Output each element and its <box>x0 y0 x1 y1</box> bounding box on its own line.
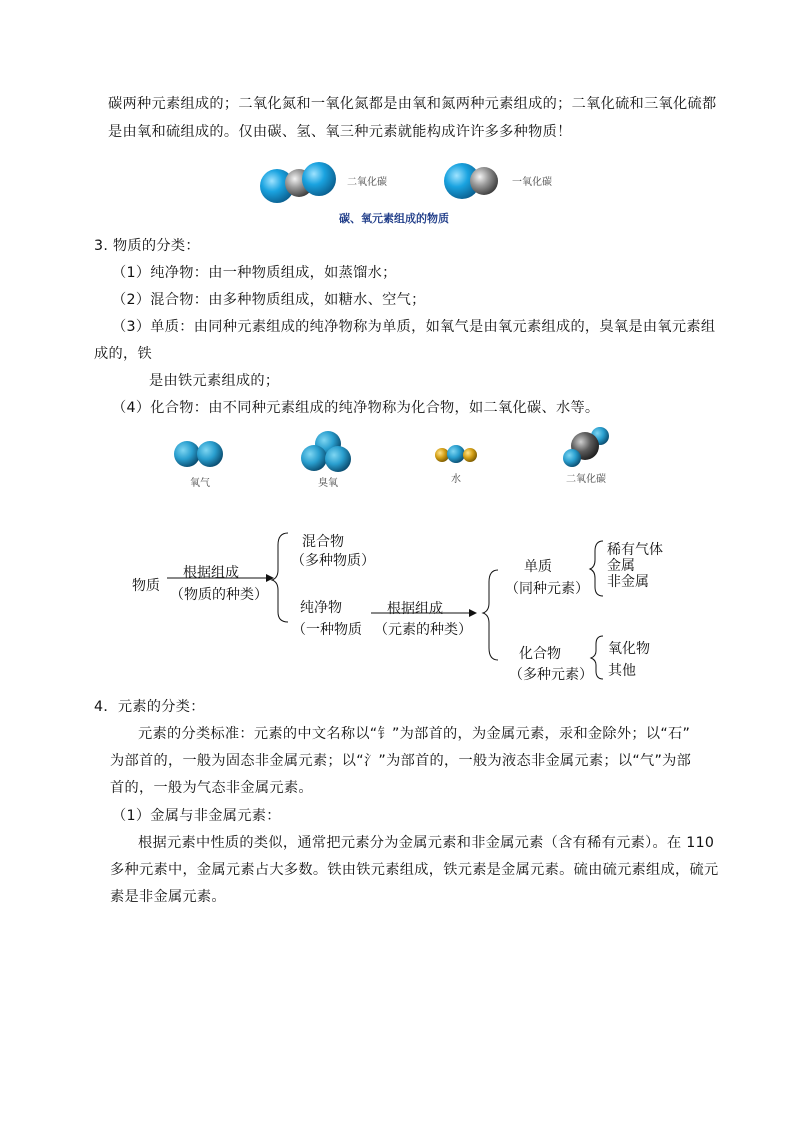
diagram-element-note: （同种元素） <box>505 581 589 597</box>
section4-heading: 4．元素的分类： <box>94 699 205 715</box>
section3-item-3-line-1: （3）单质：由同种元素组成的纯净物称为单质，如氧气是由氧元素组成的，臭氧是由氧元素组 <box>112 319 716 335</box>
section4-rule-line-1: 元素的分类标准：元素的中文名称以“钅”为部首的，为金属元素，汞和金除外；以“石” <box>138 726 691 742</box>
section4-sub1-line-1: 根据元素中性质的类似，通常把元素分为金属元素和非金属元素（含有稀有元素）。在 110 <box>138 835 715 851</box>
diagram-compound: 化合物 <box>519 646 561 662</box>
diagram-pure-note: （一种物质 <box>292 622 362 638</box>
section4-sub1-line-3: 素是非金属元素。 <box>110 889 226 905</box>
co2-label: 二氧化碳 <box>347 177 387 188</box>
section3-item-2: （2）混合物：由多种物质组成，如糖水、空气； <box>112 292 426 308</box>
section4-rule-line-3: 首的，一般为气态非金属元素。 <box>110 780 313 796</box>
section3-item-3-line-2: 成的，铁 <box>94 346 152 362</box>
section3-item-1: （1）纯净物：由一种物质组成，如蒸馏水； <box>112 265 397 281</box>
diagram-mixture-note: （多种物质） <box>291 553 375 569</box>
section3-item-4: （4）化合物：由不同种元素组成的纯净物称为化合物，如二氧化碳、水等。 <box>112 400 600 416</box>
figure2-label-co2: 二氧化碳 <box>566 474 606 485</box>
diagram-element-type-nonmetal: 非金属 <box>607 574 649 590</box>
figure2-label-oxygen: 氧气 <box>190 478 210 489</box>
diagram-element-type-metal: 金属 <box>607 558 635 574</box>
figure2-label-ozone: 臭氧 <box>318 478 338 489</box>
co-label: 一氧化碳 <box>512 177 552 188</box>
figure2-label-water: 水 <box>451 474 461 485</box>
diagram-arrow2-top: 根据组成 <box>387 601 443 617</box>
diagram-arrow2-bottom: （元素的种类） <box>374 622 472 638</box>
intro-line-1: 碳两种元素组成的；二氧化氮和一氧化氮都是由氧和氮两种元素组成的；二氧化硫和三氧化硫都 <box>108 96 717 112</box>
diagram-compound-note: （多种元素） <box>509 667 593 683</box>
diagram-mixture: 混合物 <box>302 534 344 550</box>
diagram-compound-type-oxide: 氧化物 <box>608 641 650 657</box>
intro-line-2: 是由氧和硫组成的。仅由碳、氢、氧三种元素就能构成许许多多种物质！ <box>108 124 572 140</box>
diagram-compound-type-other: 其他 <box>608 663 636 679</box>
section4-sub1-heading: （1）金属与非金属元素： <box>112 808 281 824</box>
diagram-root: 物质 <box>132 578 160 594</box>
section3-item-3-line-3: 是由铁元素组成的； <box>149 373 280 389</box>
section4-rule-line-2: 为部首的，一般为固态非金属元素；以“氵”为部首的，一般为液态非金属元素；以“气”为部 <box>110 753 692 769</box>
diagram-arrow1-top: 根据组成 <box>183 565 239 581</box>
section3-heading: 3. 物质的分类： <box>94 238 200 254</box>
figure1-caption: 碳、氧元素组成的物质 <box>339 212 449 225</box>
diagram-pure: 纯净物 <box>300 600 342 616</box>
diagram-element: 单质 <box>524 559 552 575</box>
section4-sub1-line-2: 多种元素中，金属元素占大多数。铁由铁元素组成，铁元素是金属元素。硫由硫元素组成，硫元 <box>110 862 719 878</box>
diagram-arrow1-bottom: （物质的种类） <box>170 587 268 603</box>
diagram-element-type-noble-gas: 稀有气体 <box>607 542 663 558</box>
